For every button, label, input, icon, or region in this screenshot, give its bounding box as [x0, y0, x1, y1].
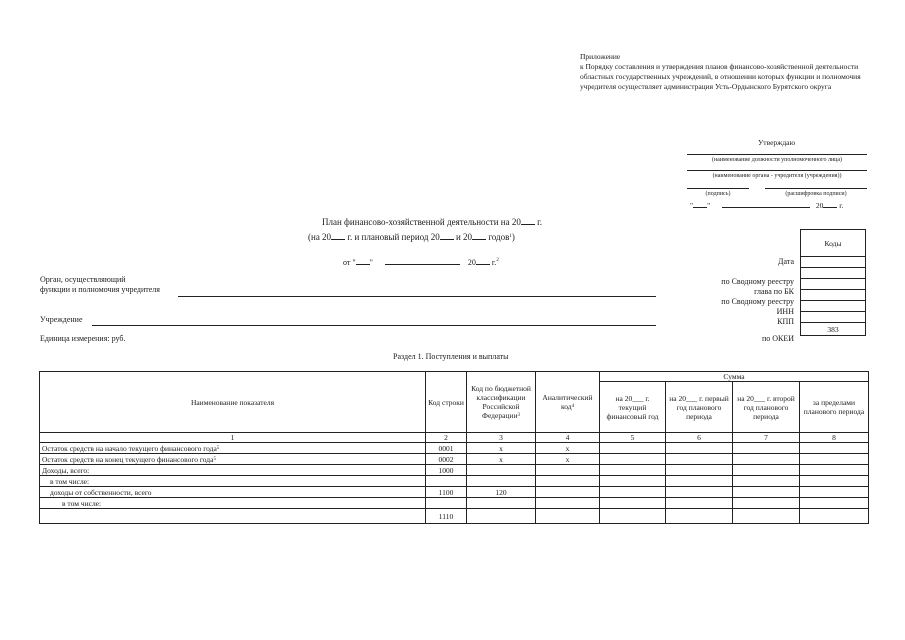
row-code: 1100: [426, 487, 467, 498]
codes-cell: [801, 268, 866, 279]
unit-label: Единица измерения: руб.: [40, 334, 126, 343]
col-number: 6: [666, 433, 733, 443]
plan-period: (на 20 г. и плановый период 20 и 20 годов$^1$): [308, 232, 515, 242]
row-name: в том числе:: [40, 498, 426, 509]
table-row: [40, 465, 869, 476]
codes-cell: [801, 257, 866, 268]
col-number: 7: [733, 433, 800, 443]
row-code: [426, 498, 467, 509]
row-sum-cell: [600, 487, 666, 498]
codes-label: глава по БК: [754, 287, 794, 296]
row-sum-cell: [800, 454, 869, 465]
approval-date: " " 20 г.: [690, 201, 844, 210]
row-bk-code: [467, 476, 536, 487]
row-name: [40, 509, 426, 524]
codes-table: [800, 229, 866, 336]
row-sum-cell: [600, 498, 666, 509]
row-sum-cell: [733, 509, 800, 524]
row-sum-cell: [666, 487, 733, 498]
row-sum-cell: [800, 509, 869, 524]
decode-caption: (расшифровка подписи): [785, 191, 847, 197]
row-sum-cell: [600, 443, 666, 454]
row-sum-cell: [666, 498, 733, 509]
header-current-year: на 20___ г. текущий финансовый год: [600, 382, 666, 433]
table-row: [40, 509, 869, 524]
header-first-year: на 20___ г. первый год планового периода: [666, 382, 733, 433]
row-sum-cell: [733, 465, 800, 476]
appendix-line: учредителя осуществляет администрация Усть-Ордынского Бурятского округа: [580, 82, 832, 91]
institution-label: Учреждение: [40, 315, 83, 324]
receipts-table: [39, 371, 869, 524]
row-sum-cell: [733, 476, 800, 487]
row-code: 0001: [426, 443, 467, 454]
row-analytic: [536, 487, 600, 498]
row-sum-cell: [600, 454, 666, 465]
row-analytic: [536, 498, 600, 509]
header-analytic: Аналитический код$^4$: [536, 372, 600, 433]
position-caption: (наименование должности уполномоченного лица): [711, 157, 843, 163]
row-sum-cell: [733, 487, 800, 498]
okei-value: 383: [801, 323, 866, 336]
col-number: 2: [426, 433, 467, 443]
row-bk-code: [467, 509, 536, 524]
row-name: доходы от собственности, всего: [40, 487, 426, 498]
plan-date: от " " 20 г.$^2$: [343, 258, 499, 267]
row-analytic: x: [536, 454, 600, 465]
row-sum-cell: [800, 476, 869, 487]
appendix-line: к Порядку составления и утверждения планов финансово-хозяйственной деятельности: [580, 62, 859, 71]
codes-cell: [801, 279, 866, 290]
table-row: [40, 443, 869, 454]
row-sum-cell: [666, 443, 733, 454]
table-body: [40, 443, 869, 524]
row-sum-cell: [800, 487, 869, 498]
row-name: Остаток средств на конец текущего финансового года$^5$: [40, 454, 426, 465]
plan-title: План финансово-хозяйственной деятельности на 20 г.: [322, 217, 543, 227]
row-code: 0002: [426, 454, 467, 465]
row-name: Доходы, всего:: [40, 465, 426, 476]
row-sum-cell: [733, 498, 800, 509]
codes-label: по Сводному реестру: [721, 297, 794, 306]
row-analytic: x: [536, 443, 600, 454]
table-row: [40, 476, 869, 487]
row-sum-cell: [800, 443, 869, 454]
header-bk: Код по бюджетной классификации Российской Федерации$^3$: [467, 372, 536, 433]
row-sum-cell: [800, 465, 869, 476]
signature-caption: (подпись): [705, 191, 731, 197]
row-bk-code: x: [467, 443, 536, 454]
codes-label: КПП: [777, 317, 794, 326]
approval-title: Утверждаю: [758, 138, 796, 147]
row-sum-cell: [800, 498, 869, 509]
row-code: 1000: [426, 465, 467, 476]
row-bk-code: x: [467, 454, 536, 465]
codes-cell: [801, 312, 866, 323]
row-name: в том числе:: [40, 476, 426, 487]
col-number: 8: [800, 433, 869, 443]
header-sum: Сумма: [600, 372, 869, 382]
table-row: [40, 487, 869, 498]
row-bk-code: 120: [467, 487, 536, 498]
row-sum-cell: [733, 454, 800, 465]
codes-label: Дата: [778, 257, 794, 266]
col-number: 5: [600, 433, 666, 443]
row-code: [426, 476, 467, 487]
org-caption: (наименование органа - учредителя (учреждения)): [712, 173, 842, 179]
row-name: Остаток средств на начало текущего финансового года$^5$: [40, 443, 426, 454]
appendix-title: Приложение: [580, 52, 621, 61]
codes-header: Коды: [801, 230, 866, 257]
table-row: [40, 498, 869, 509]
header-code: Код строки: [426, 372, 467, 433]
table-row: [40, 454, 869, 465]
header-name: Наименование показателя: [40, 372, 426, 433]
codes-cell: [801, 301, 866, 312]
row-sum-cell: [600, 509, 666, 524]
row-analytic: [536, 509, 600, 524]
row-bk-code: [467, 498, 536, 509]
row-bk-code: [467, 465, 536, 476]
appendix-text: [580, 62, 880, 92]
codes-cell: [801, 290, 866, 301]
codes-label: ИНН: [776, 307, 794, 316]
header-second-year: на 20___ г. второй год планового периода: [733, 382, 800, 433]
codes-label: по ОКЕИ: [761, 334, 794, 343]
row-sum-cell: [666, 454, 733, 465]
organ-label: Орган, осуществляющий функции и полномочия учредителя: [40, 275, 160, 294]
row-analytic: [536, 465, 600, 476]
header-beyond: за пределами планового периода: [800, 382, 869, 433]
col-number: 3: [467, 433, 536, 443]
row-sum-cell: [600, 465, 666, 476]
row-sum-cell: [666, 476, 733, 487]
col-number: 1: [40, 433, 426, 443]
row-sum-cell: [600, 476, 666, 487]
appendix-line: областных государственных учреждений, в отношении которых функции и полномочия: [580, 72, 861, 81]
row-analytic: [536, 476, 600, 487]
col-number: 4: [536, 433, 600, 443]
row-code: 1110: [426, 509, 467, 524]
codes-label: по Сводному реестру: [721, 277, 794, 286]
section-title: Раздел 1. Поступления и выплаты: [393, 352, 509, 361]
row-sum-cell: [666, 465, 733, 476]
row-sum-cell: [733, 443, 800, 454]
row-sum-cell: [666, 509, 733, 524]
